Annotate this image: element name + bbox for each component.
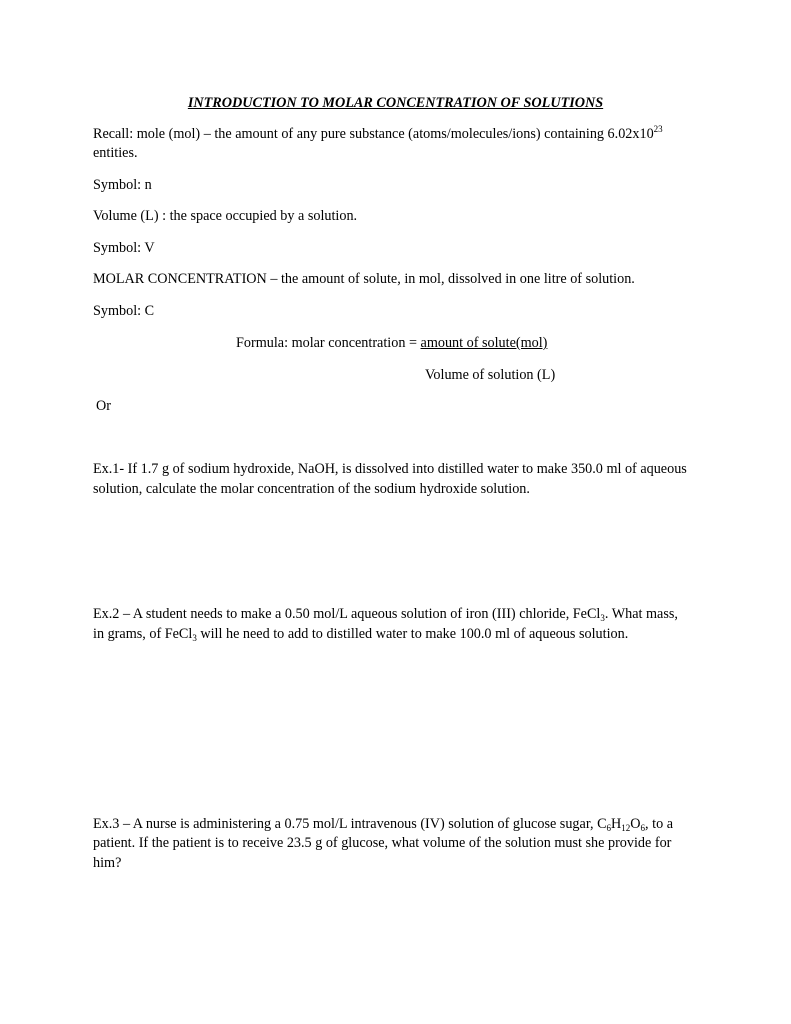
subscript: 6 — [606, 823, 612, 833]
symbol-n: Symbol: n — [93, 177, 152, 193]
example-3-line-1 — [93, 816, 673, 833]
formula-label: Formula: molar concentration = — [236, 335, 421, 351]
formula-numerator: amount of solute(mol) — [420, 335, 548, 351]
oxygen-symbol: O — [630, 816, 641, 832]
symbol-v: Symbol: V — [93, 240, 155, 256]
example-3-line-3: him? — [93, 855, 122, 871]
example-1-line-2: solution, calculate the molar concentration of the sodium hydroxide solution. — [93, 481, 530, 497]
subscript: 12 — [621, 823, 631, 833]
symbol-c: Symbol: C — [93, 303, 155, 319]
formula-line — [236, 335, 547, 352]
subscript: 3 — [600, 613, 605, 623]
or-label: Or — [96, 398, 111, 414]
example-3-text-b: , to a — [645, 816, 674, 832]
page-title: INTRODUCTION TO MOLAR CONCENTRATION OF SOLUTIONS — [187, 95, 604, 111]
subscript: 6 — [640, 823, 646, 833]
volume-definition: Volume (L) : the space occupied by a solution. — [93, 208, 358, 224]
recall-line-2: entities. — [93, 145, 138, 161]
example-3-text-a: Ex.3 – A nurse is administering a 0.75 mol/L intravenous (IV) solution of glucose sugar, C — [93, 816, 607, 832]
recall-line-1 — [93, 126, 663, 143]
example-1-line-1: Ex.1- If 1.7 g of sodium hydroxide, NaOH, is dissolved into distilled water to make 350.0 ml of aqueous — [93, 461, 687, 477]
example-2-line-1 — [93, 606, 678, 623]
exponent: 23 — [653, 124, 663, 134]
example-2-text-c: in grams, of FeCl — [93, 626, 193, 642]
example-2-text-d: will he need to add to distilled water to make 100.0 ml of aqueous solution. — [196, 626, 629, 642]
molar-concentration-definition: MOLAR CONCENTRATION – the amount of solute, in mol, dissolved in one litre of solution. — [93, 271, 635, 287]
recall-text: Recall: mole (mol) – the amount of any pure substance (atoms/molecules/ions) containing 6.02x10 — [93, 126, 654, 142]
example-3-line-2: patient. If the patient is to receive 23.5 g of glucose, what volume of the solution must she provide for — [93, 835, 672, 851]
example-2-text-b: . What mass, — [604, 606, 678, 622]
subscript: 3 — [192, 633, 197, 643]
formula-denominator: Volume of solution (L) — [425, 367, 556, 383]
example-2-text-a: Ex.2 – A student needs to make a 0.50 mol/L aqueous solution of iron (III) chloride, FeCl — [93, 606, 601, 622]
example-2-line-2 — [93, 626, 628, 643]
hydrogen-symbol: H — [611, 816, 622, 832]
